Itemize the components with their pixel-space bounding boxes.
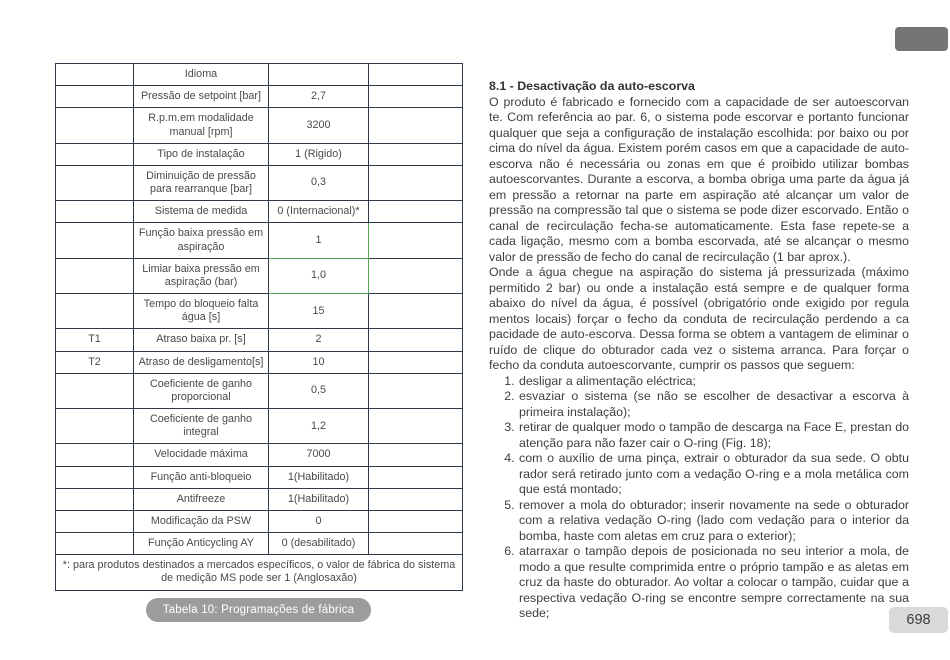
row-empty-cell <box>369 201 463 223</box>
row-symbol <box>56 258 134 293</box>
row-symbol <box>56 533 134 555</box>
row-symbol <box>56 223 134 258</box>
row-symbol <box>56 64 134 86</box>
row-label: Atraso de desligamento[s] <box>134 351 269 373</box>
row-symbol <box>56 294 134 329</box>
row-empty-cell <box>369 533 463 555</box>
row-value: 10 <box>269 351 369 373</box>
table-row <box>56 409 463 444</box>
row-value: 7000 <box>269 444 369 466</box>
row-empty-cell <box>369 466 463 488</box>
row-value: 3200 <box>269 108 369 143</box>
article-section <box>489 79 909 622</box>
row-label: Pressão de setpoint [bar] <box>134 86 269 108</box>
row-label: Velocidade máxima <box>134 444 269 466</box>
table-footnote-body <box>56 555 463 590</box>
row-label: Limiar baixa pressão em aspiração (bar) <box>134 258 269 293</box>
table-row <box>56 223 463 258</box>
row-label: Idioma <box>134 64 269 86</box>
row-label: Atraso baixa pr. [s] <box>134 329 269 351</box>
row-symbol <box>56 488 134 510</box>
row-label: Função anti-bloqueio <box>134 466 269 488</box>
row-label: Modificação da PSW <box>134 510 269 532</box>
section-heading: 8.1 - Desactivação da auto-escorva <box>489 79 695 93</box>
table-row <box>56 201 463 223</box>
row-label: Antifreeze <box>134 488 269 510</box>
row-value: 1,0 <box>269 258 369 293</box>
table-row <box>56 86 463 108</box>
row-empty-cell <box>369 329 463 351</box>
table-row <box>56 533 463 555</box>
row-empty-cell <box>369 64 463 86</box>
row-symbol <box>56 143 134 165</box>
row-empty-cell <box>369 294 463 329</box>
table-row <box>56 108 463 143</box>
row-value: 0,3 <box>269 165 369 200</box>
row-empty-cell <box>369 373 463 408</box>
row-label: Coeficiente de ganho proporcional <box>134 373 269 408</box>
table-footnote: *: para produtos destinados a mercados específicos, o valor de fábrica do sistema de medição MS pode ser 1 (Anglosaxão) <box>56 555 463 590</box>
row-symbol <box>56 466 134 488</box>
row-value: 0,5 <box>269 373 369 408</box>
footnote-row <box>56 555 463 590</box>
row-value: 1(Habilitado) <box>269 466 369 488</box>
row-empty-cell <box>369 143 463 165</box>
table-row <box>56 329 463 351</box>
row-empty-cell <box>369 510 463 532</box>
row-empty-cell <box>369 223 463 258</box>
table-row <box>56 143 463 165</box>
step-item: 6. atarraxar o tampão depois de posicionada no seu interior a mola, de modo a que resulte comprimida entre o próprio tampão e as aletas em cruz da haste do obturador. Ao voltar a colocar o tampão, cuidar que a respectiva vedação O-ring se encontre sempre correctamente na sua sede; <box>518 544 909 622</box>
row-label: Sistema de medida <box>134 201 269 223</box>
row-value: 15 <box>269 294 369 329</box>
table-row <box>56 258 463 293</box>
row-value: 2,7 <box>269 86 369 108</box>
row-symbol <box>56 409 134 444</box>
row-value: 1 <box>269 223 369 258</box>
row-value <box>269 64 369 86</box>
row-label: Tempo do bloqueio falta água [s] <box>134 294 269 329</box>
table-row <box>56 64 463 86</box>
row-symbol: T2 <box>56 351 134 373</box>
row-symbol <box>56 444 134 466</box>
row-label: Tipo de instalação <box>134 143 269 165</box>
row-empty-cell <box>369 165 463 200</box>
table-row <box>56 351 463 373</box>
article-paragraph: O produto é fabricado e fornecido com a capacidade de ser autoescorvan te. Com referência ao par. 6, o sistema pode escorvar e portanto funcionar qualquer que seja a configuração de instalação escolhida: por baixo ou por cima do nível da água. Existem porém casos em que a capacidade de auto-escorva não é necessária ou zonas em que é proibido utilizar bombas autoescorvantes. Durante a escorva, a bomba obriga uma parte da água já em pressão a retornar na parte em aspiração até alcançar um valor de pressão na compressão tal que o sistema se pode dizer escorvado. Então o canal de recirculação fecha-se automaticamente. Esta fase repete-se a cada ligação, mesmo com a bomba escorvada, até se alcançar o mesmo valor de pressão de fecho do canal de recirculação (1 bar aprox.). <box>489 94 909 264</box>
table-row <box>56 294 463 329</box>
row-symbol <box>56 108 134 143</box>
row-value: 1,2 <box>269 409 369 444</box>
factory-settings-table <box>55 63 463 591</box>
row-symbol: T1 <box>56 329 134 351</box>
step-item: 3. retirar de qualquer modo o tampão de descarga na Face E, prestan do atenção para não fazer cair o O-ring (Fig. 18); <box>518 420 909 451</box>
article-paragraphs <box>489 95 909 374</box>
row-empty-cell <box>369 86 463 108</box>
table-row <box>56 444 463 466</box>
row-empty-cell <box>369 444 463 466</box>
row-symbol <box>56 373 134 408</box>
row-value: 1(Habilitado) <box>269 488 369 510</box>
row-value: 0 <box>269 510 369 532</box>
step-item: 2. esvaziar o sistema (se não se escolher de desactivar a escorva à primeira instalação); <box>518 389 909 420</box>
step-item: 1. desligar a alimentação eléctrica; <box>518 374 909 390</box>
row-empty-cell <box>369 488 463 510</box>
row-value: 1 (Rigido) <box>269 143 369 165</box>
row-symbol <box>56 510 134 532</box>
table-caption-text: Tabela 10: Programações de fábrica <box>162 603 355 616</box>
row-label: Função Anticycling AY <box>134 533 269 555</box>
corner-tab <box>895 27 948 51</box>
row-empty-cell <box>369 409 463 444</box>
step-item: 4. com o auxílio de uma pinça, extrair o obturador da sua sede. O obtu rador será retirado junto com a vedação O-ring e a mola metálica com que está montado; <box>518 451 909 498</box>
steps-list <box>489 374 909 622</box>
row-value: 0 (desabilitado) <box>269 533 369 555</box>
table-caption-badge <box>146 598 372 622</box>
row-label: Função baixa pressão em aspiração <box>134 223 269 258</box>
page-number-badge <box>889 607 948 633</box>
table-row <box>56 510 463 532</box>
row-empty-cell <box>369 108 463 143</box>
page-number: 698 <box>906 612 931 628</box>
step-item: 5. remover a mola do obturador; inserir novamente na sede o obturador com a relativa vedação O-ring (lado com vedação para o interior da bomba, haste com aletas em cruz para o exterior); <box>518 498 909 545</box>
row-value: 0 (Internacional)* <box>269 201 369 223</box>
row-symbol <box>56 86 134 108</box>
row-value: 2 <box>269 329 369 351</box>
article-paragraph: Onde a água chegue na aspiração do sistema já pressurizada (máximo permitido 2 bar) ou onde a instalação está sempre e de qualquer forma abaixo do nível da água, é possível (obrigatório onde exigido por regula mentos locais) forçar o fecho da conduta de recirculação perdendo a ca pacidade de auto-escorva. Dessa forma se obtem a vantagem de eliminar o ruído de clique do obturador cada vez o sistema arranca. Para forçar o fecho da conduta autoescorvante, cumprir os passos que seguem: <box>489 265 909 372</box>
table-row <box>56 488 463 510</box>
table-row <box>56 466 463 488</box>
row-label: Coeficiente de ganho integral <box>134 409 269 444</box>
row-empty-cell <box>369 258 463 293</box>
row-symbol <box>56 201 134 223</box>
row-empty-cell <box>369 351 463 373</box>
table-row <box>56 165 463 200</box>
row-label: Diminuição de pressão para rearranque [bar] <box>134 165 269 200</box>
factory-settings-section <box>55 63 462 622</box>
table-row <box>56 373 463 408</box>
table-body <box>56 64 463 555</box>
row-symbol <box>56 165 134 200</box>
row-label: R.p.m.em modalidade manual [rpm] <box>134 108 269 143</box>
